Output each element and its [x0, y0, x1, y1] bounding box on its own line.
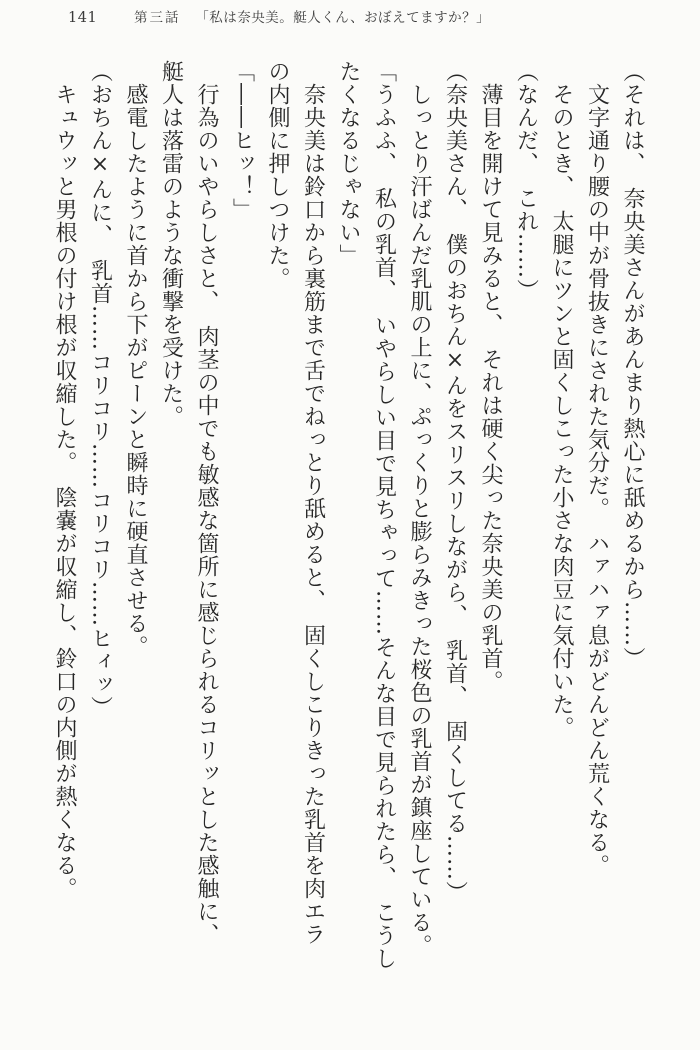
text-column: 「うふふ、 私の乳首、 いやらしい目で見ちゃって……そんな目で見られたら、 こうし	[371, 60, 397, 970]
text-column: （それは、 奈央美さんがあんまり熱心に舐めるから……）	[620, 60, 645, 670]
text-column: たくなるじゃない」	[336, 60, 361, 267]
text-column: 文字通り腰の中が骨抜きにされた気分だ。 ハァハァ息がどんどん荒くなる。	[584, 83, 610, 877]
novel-text-area	[47, 60, 651, 1028]
text-column: の内側に押しつけた。	[265, 60, 290, 290]
text-column: 感電したように首から下がピーンと瞬時に硬直させる。	[123, 83, 148, 658]
page-header	[68, 6, 490, 26]
text-column: （奈央美さん、 僕のおちん×んをスリスリしながら、 乳首、 固くしてる……）	[442, 60, 468, 904]
text-column: 「――ヒッ！」	[229, 60, 255, 221]
text-column: 薄目を開けて見みると、 それは硬く尖った奈央美の乳首。	[478, 83, 503, 693]
text-column: しっとり汗ばんだ乳肌の上に、ぷっくりと膨らみきった桜色の乳首が鎮座している。	[407, 83, 432, 957]
chapter-label: 第三話	[133, 10, 181, 26]
text-column: そのとき、 太腿にツンと固くしこった小さな肉豆に気付いた。	[549, 83, 574, 739]
text-column: （おちん×んに、 乳首……コリコリ……コリコリ……ヒィッ）	[87, 60, 113, 719]
page-number: 141	[68, 10, 98, 26]
text-column: 奈央美は鈴口から裏筋まで舌でねっとり舐めると、 固くしこりきった乳首を肉エラ	[300, 83, 326, 946]
chapter-title: 「私は奈央美。艇人くん、おぼえてますか？」	[195, 10, 491, 26]
text-column: キュウッと男根の付け根が収縮した。 陰嚢が収縮し、鈴口の内側が熱くなる。	[52, 83, 77, 900]
text-column: 行為のいやらしさと、 肉茎の中でも敏感な箇所に感じられるコリッとした感触に、	[194, 83, 219, 946]
text-column: （なんだ、 これ……）	[513, 60, 539, 302]
text-column: 艇人は落雷のような衝撃を受けた。	[158, 60, 184, 428]
